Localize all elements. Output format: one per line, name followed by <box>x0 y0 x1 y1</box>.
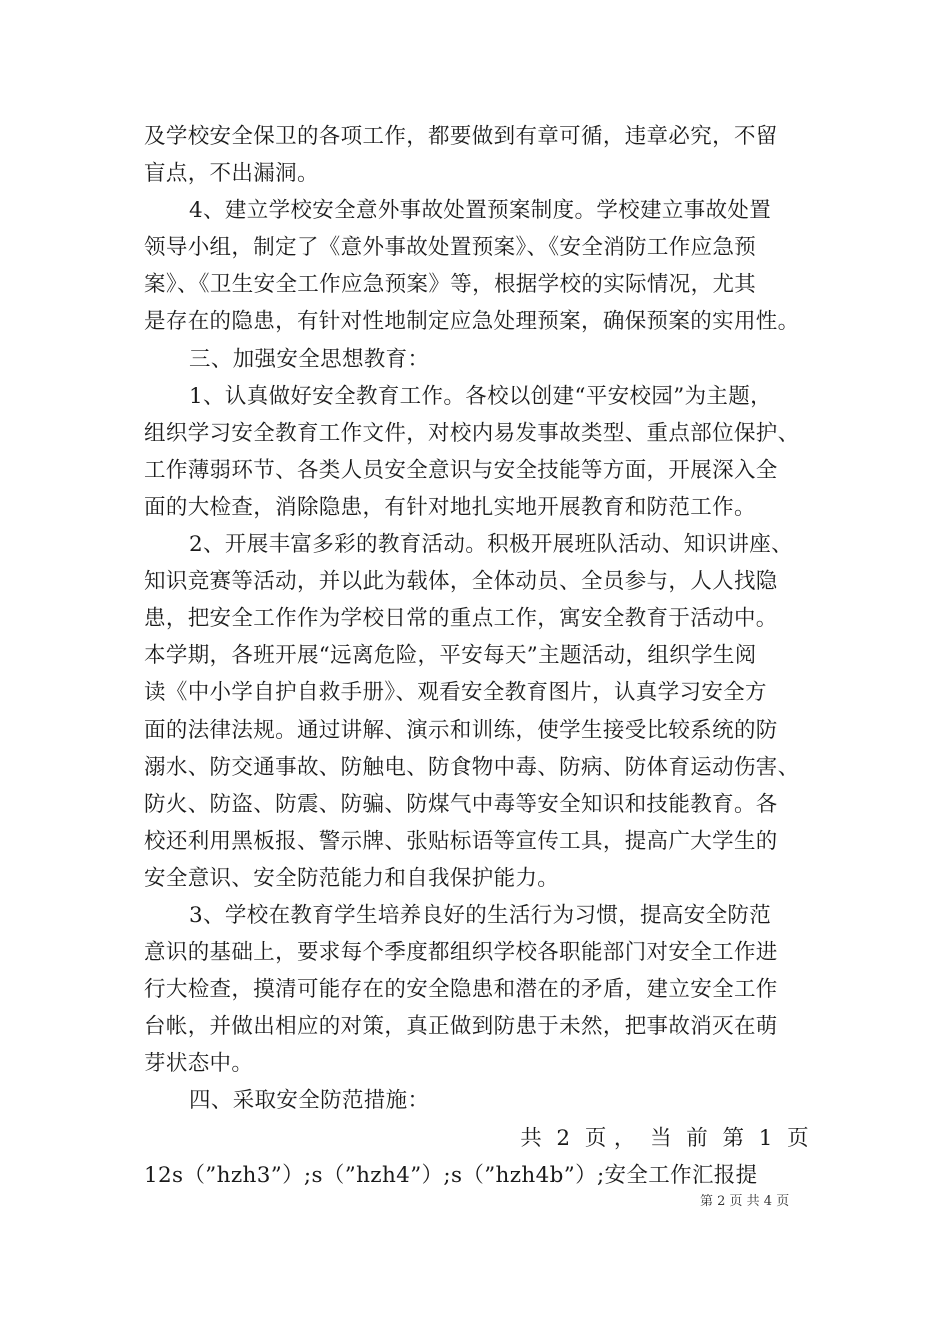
text-line: 是存在的隐患，有针对性地制定应急处理预案，确保预案的实用性。 <box>144 309 800 335</box>
text-line: 领导小组，制定了《意外事故处置预案》、《安全消防工作应急预 <box>144 235 757 261</box>
text-line: 2、开展丰富多彩的教育活动。积极开展班队活动、知识讲座、 <box>189 532 793 558</box>
page-count-line: 共 2 页 ， 当 前 第 1 页 <box>520 1125 809 1151</box>
text-line: 4、建立学校安全意外事故处置预案制度。学校建立事故处置 <box>189 198 772 224</box>
text-line: 校还利用黑板报、警示牌、张贴标语等宣传工具，提高广大学生的 <box>144 828 778 854</box>
text-line: 3、学校在教育学生培养良好的生活行为习惯，提高安全防范 <box>189 902 772 928</box>
text-line: 1、认真做好安全教育工作。各校以创建“平安校园”为主题， <box>189 383 772 409</box>
text-line: 本学期，各班开展“远离危险，平安每天”主题活动，组织学生阅 <box>144 643 757 669</box>
text-line: 知识竞赛等活动，并以此为载体，全体动员、全员参与，人人找隐 <box>144 569 778 595</box>
section-heading: 三、加强安全思想教育： <box>189 346 430 372</box>
text-line: 案》、《卫生安全工作应急预案》等，根据学校的实际情况，尤其 <box>144 272 757 298</box>
text-line: 溺水、防交通事故、防触电、防食物中毒、防病、防体育运动伤害、 <box>144 754 800 780</box>
text-line: 读《中小学自护自救手册》、观看安全教育图片，认真学习安全方 <box>144 680 767 706</box>
text-line: 意识的基础上，要求每个季度都组织学校各职能部门对安全工作进 <box>144 940 778 966</box>
text-line: 面的大检查，消除隐患，有针对地扎实地开展教育和防范工作。 <box>144 494 756 520</box>
text-line: 盲点，不出漏洞。 <box>144 161 319 187</box>
text-line: 12s（”hzh3”）;s（”hzh4”）;s（”hzh4b”）;安全工作汇报提 <box>144 1162 758 1188</box>
text-line: 组织学习安全教育工作文件，对校内易发事故类型、重点部位保护、 <box>144 420 800 446</box>
text-line: 患，把安全工作作为学校日常的重点工作，寓安全教育于活动中。 <box>144 606 778 632</box>
text-line: 防火、防盗、防震、防骗、防煤气中毒等安全知识和技能教育。各 <box>144 791 778 817</box>
text-line: 台帐，并做出相应的对策，真正做到防患于未然，把事故消灭在萌 <box>144 1014 778 1040</box>
text-line: 面的法律法规。通过讲解、演示和训练，使学生接受比较系统的防 <box>144 717 778 743</box>
section-heading: 四、采取安全防范措施： <box>189 1088 430 1114</box>
text-line: 安全意识、安全防范能力和自我保护能力。 <box>144 865 560 891</box>
text-line: 工作薄弱环节、各类人员安全意识与安全技能等方面，开展深入全 <box>144 457 778 483</box>
page-footer: 第 2 页 共 4 页 <box>700 1194 790 1209</box>
document-body <box>144 118 809 1194</box>
text-line: 芽状态中。 <box>144 1051 254 1077</box>
text-line: 行大检查，摸清可能存在的安全隐患和潜在的矛盾，建立安全工作 <box>144 977 778 1003</box>
text-line: 及学校安全保卫的各项工作，都要做到有章可循，违章必究，不留 <box>144 124 778 149</box>
